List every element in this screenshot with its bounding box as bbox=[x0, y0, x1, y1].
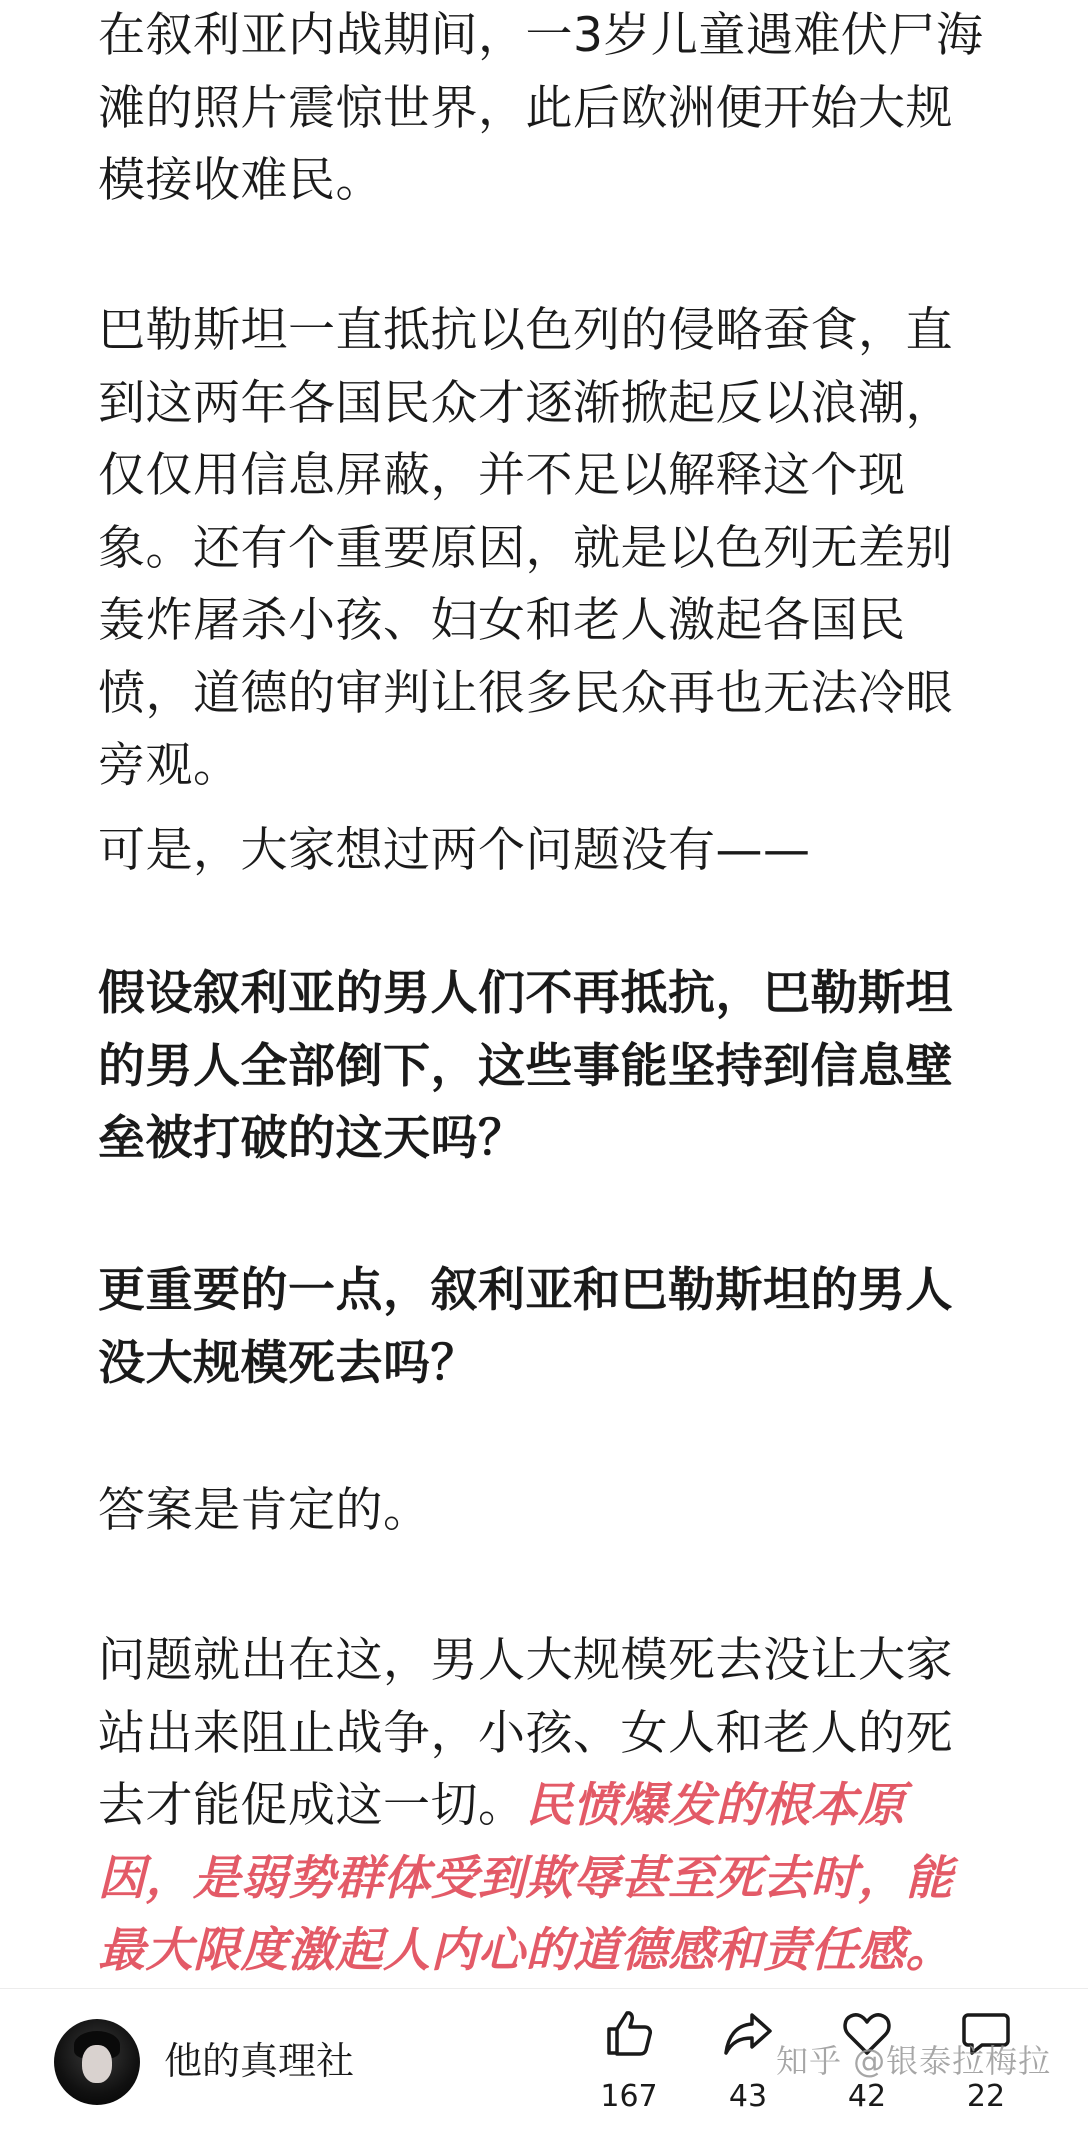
share-arrow-icon bbox=[722, 2007, 774, 2059]
zhihu-watermark: 知乎 @银泰拉梅拉 bbox=[776, 2042, 1052, 2080]
comment-count: 22 bbox=[966, 2079, 1006, 2114]
avatar-face bbox=[82, 2045, 112, 2083]
thumbs-up-icon bbox=[603, 2007, 655, 2059]
share-count: 43 bbox=[728, 2079, 768, 2114]
highlighted-text: 民愤爆发的根本原因，是弱势群体受到欺辱甚至死去时，能最大限度激起人内心的道德感和责任感。 bbox=[98, 1778, 953, 1978]
article-paragraph: 可是，大家想过两个问题没有—— bbox=[98, 823, 811, 878]
article-paragraph bbox=[98, 1625, 998, 1988]
article-paragraph-text: 问题就出在这，男人大规模死去没让大家站出来阻止战争，小孩、女人和老人的死去才能促成这一切。 bbox=[98, 1633, 953, 1833]
article-bold-paragraph: 更重要的一点，叙利亚和巴勒斯坦的男人没大规模死去吗？ bbox=[98, 1263, 953, 1391]
article-paragraph: 在叙利亚内战期间，一3岁儿童遇难伏尸海滩的照片震惊世界，此后欧洲便开始大规模接收难民。 bbox=[98, 8, 984, 208]
like-count: 167 bbox=[600, 2079, 658, 2114]
article-paragraph: 答案是肯定的。 bbox=[98, 1483, 431, 1538]
author-avatar[interactable] bbox=[54, 2019, 140, 2105]
favorite-count: 42 bbox=[847, 2079, 887, 2114]
article-paragraph: 巴勒斯坦一直抵抗以色列的侵略蚕食，直到这两年各国民众才逐渐掀起反以浪潮，仅仅用信息屏蔽，并不足以解释这个现象。还有个重要原因，就是以色列无差别轰炸屠杀小孩、妇女和老人激起各国民愤，道德的审判让很多民众再也无法冷眼旁观。 bbox=[98, 303, 953, 793]
article-bold-paragraph: 假设叙利亚的男人们不再抵抗，巴勒斯坦的男人全部倒下，这些事能坚持到信息壁垒被打破的这天吗？ bbox=[98, 966, 953, 1166]
author-name[interactable]: 他的真理社 bbox=[164, 2039, 355, 2083]
like-button[interactable] bbox=[574, 2007, 684, 2115]
